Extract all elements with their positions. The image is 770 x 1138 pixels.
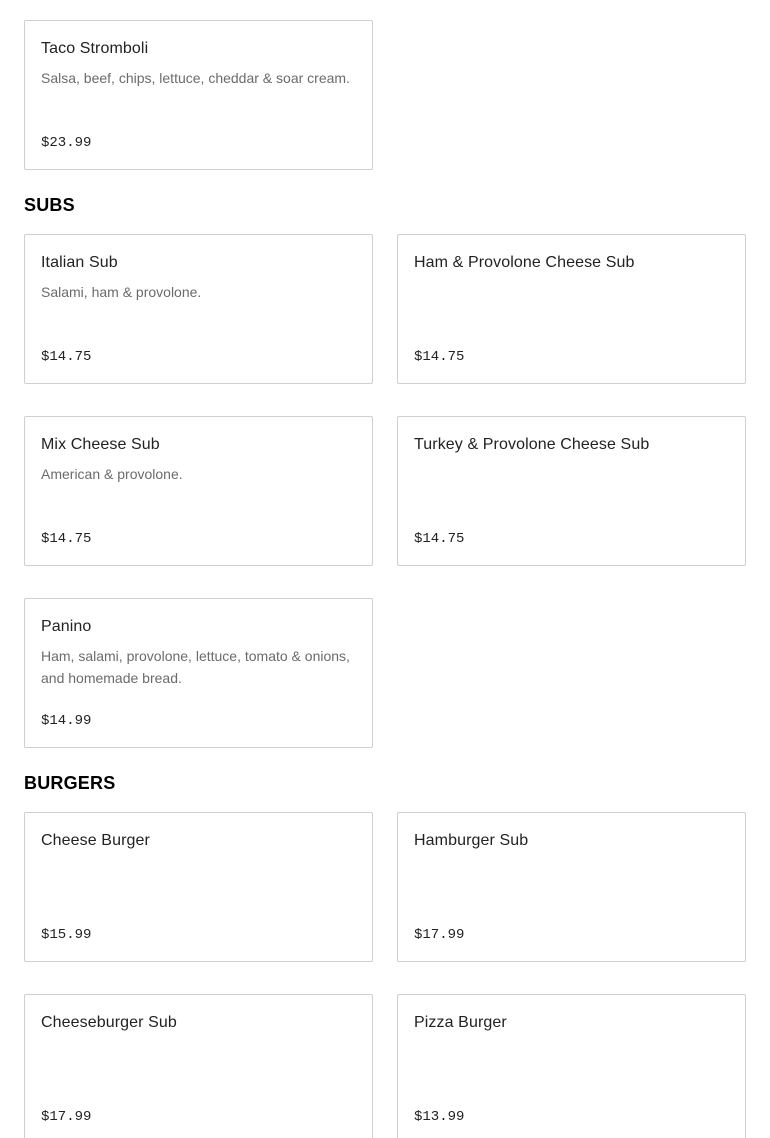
menu-item-name: Cheeseburger Sub	[41, 1014, 177, 1031]
menu-item-price: $17.99	[414, 927, 465, 943]
section-title-burgers: BURGERS	[24, 773, 116, 793]
menu-item-price: $23.99	[41, 135, 92, 151]
menu-item-price: $14.75	[414, 531, 465, 547]
menu-item-description: Ham, salami, provolone, lettuce, tomato & onions, and homemade bread.	[41, 648, 350, 686]
menu-item-card[interactable]	[24, 994, 373, 1138]
menu-item-name: Italian Sub	[41, 254, 118, 271]
menu-item-description: Salami, ham & provolone.	[41, 284, 202, 300]
menu-item-name: Turkey & Provolone Cheese Sub	[414, 436, 650, 453]
menu-item-description: Salsa, beef, chips, lettuce, cheddar & soar cream.	[41, 70, 350, 86]
menu-item-card[interactable]	[24, 812, 373, 962]
menu-item-card[interactable]	[24, 20, 373, 170]
menu-item-card[interactable]	[24, 416, 373, 566]
menu-item-name: Ham & Provolone Cheese Sub	[414, 254, 635, 271]
menu-item-price: $15.99	[41, 927, 92, 943]
menu-item-name: Hamburger Sub	[414, 832, 529, 849]
menu-item-card[interactable]	[397, 812, 746, 962]
menu-item-card[interactable]	[397, 234, 746, 384]
menu-item-name: Taco Stromboli	[41, 40, 149, 57]
menu-item-price: $17.99	[41, 1109, 92, 1125]
menu-item-card[interactable]	[397, 416, 746, 566]
menu-item-price: $14.99	[41, 713, 92, 729]
menu-item-price: $13.99	[414, 1109, 465, 1125]
menu-item-name: Pizza Burger	[414, 1014, 507, 1031]
menu-item-card[interactable]	[24, 234, 373, 384]
section-title-subs: SUBS	[24, 195, 75, 215]
menu-item-description: American & provolone.	[41, 466, 183, 482]
menu-item-name: Panino	[41, 618, 92, 635]
menu-item-price: $14.75	[414, 349, 465, 365]
menu-item-price: $14.75	[41, 349, 92, 365]
menu-item-name: Mix Cheese Sub	[41, 436, 160, 453]
menu-item-card[interactable]	[24, 598, 373, 748]
menu-item-name: Cheese Burger	[41, 832, 150, 849]
menu-item-price: $14.75	[41, 531, 92, 547]
menu-item-card[interactable]	[397, 994, 746, 1138]
